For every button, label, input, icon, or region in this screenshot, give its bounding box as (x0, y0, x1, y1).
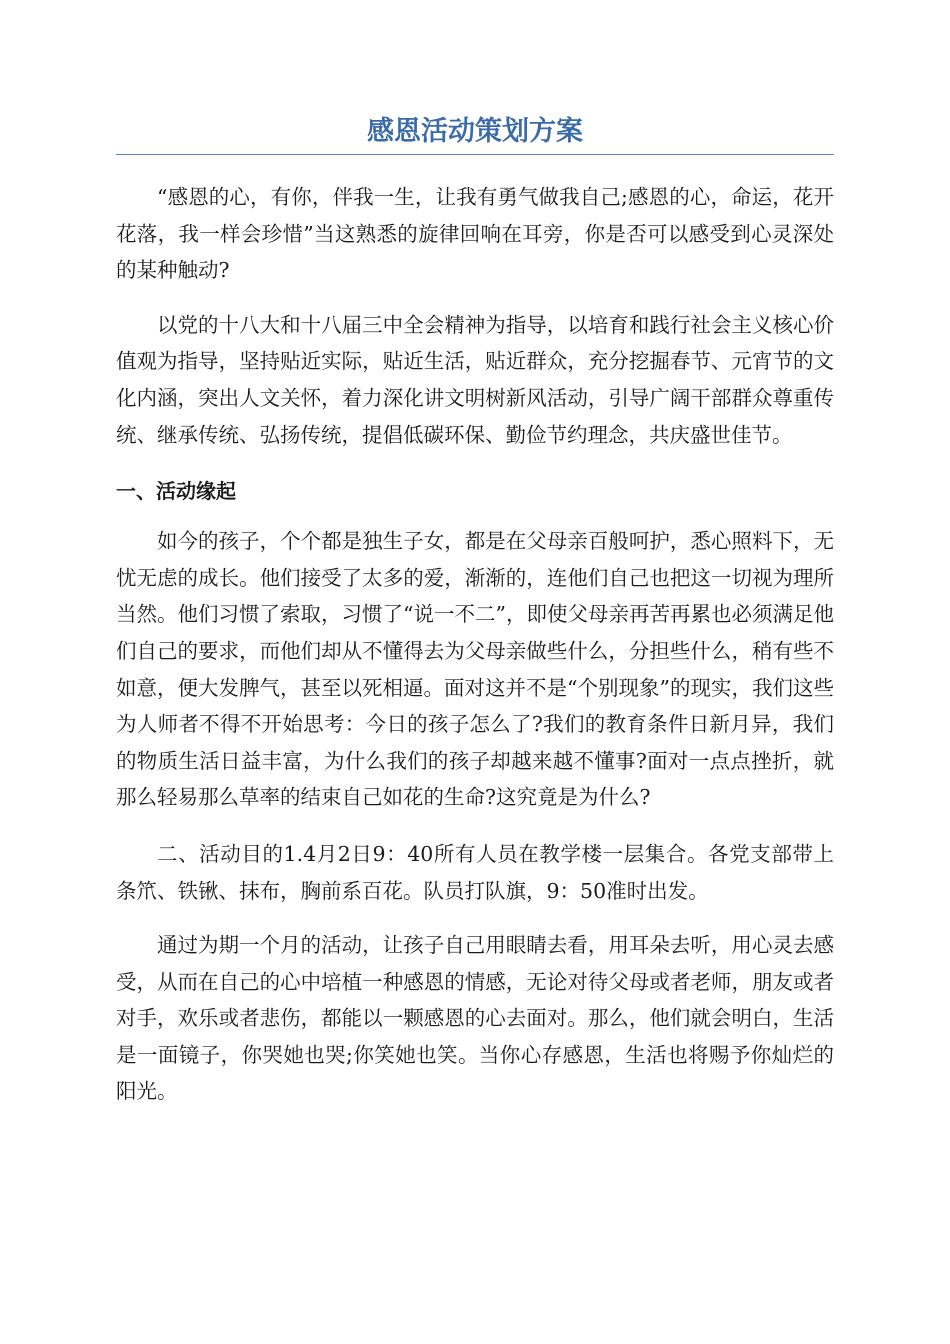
paragraph-background: 如今的孩子，个个都是独生子女，都是在父母亲百般呵护，悉心照料下，无忧无虑的成长。他们接受了太多的爱，渐渐的，连他们自己也把这一切视为理所当然。他们习惯了索取，习惯了“说一不二”，即使父母亲再苦再累也必须满足他们自己的要求，而他们却从不懂得去为父母亲做些什么，分担些什么，稍有些不如意，便大发脾气，甚至以死相逼。面对这并不是“个别现象”的现实，我们这些为人师者不得不开始思考：今日的孩子怎么了?我们的教育条件日新月异，我们的物质生活日益丰富，为什么我们的孩子却越来越不懂事?面对一点点挫折，就那么轻易那么草率的结束自己如花的生命?这究竟是为什么? (116, 529, 834, 810)
page-title: 感恩活动策划方案 (116, 112, 834, 155)
paragraph-purpose: 二、活动目的1.4月2日9：40所有人员在教学楼一层集合。各党支部带上条笊、铁锹、抹布，胸前系百花。队员打队旗，9：50准时出发。 (116, 841, 834, 903)
document-page (116, 112, 834, 1110)
paragraph-outcome: 通过为期一个月的活动，让孩子自己用眼睛去看，用耳朵去听，用心灵去感受，从而在自己的心中培植一种感恩的情感，无论对待父母或者老师，朋友或者对手，欢乐或者悲伤，都能以一颗感恩的心去面对。那么，他们就会明白，生活是一面镜子，你哭她也哭;你笑她也笑。当你心存感恩，生活也将赐予你灿烂的阳光。 (116, 933, 834, 1104)
paragraph-intro: “感恩的心，有你，伴我一生，让我有勇气做我自己;感恩的心，命运，花开花落，我一样会珍惜”当这熟悉的旋律回响在耳旁，你是否可以感受到心灵深处的某种触动? (116, 185, 834, 283)
section-heading: 一、活动缘起 (116, 479, 236, 504)
paragraph-guidance: 以党的十八大和十八届三中全会精神为指导，以培育和践行社会主义核心价值观为指导，坚持贴近实际，贴近生活，贴近群众，充分挖掘春节、元宵节的文化内涵，突出人文关怀，着力深化讲文明树新风活动，引导广阔干部群众尊重传统、继承传统、弘扬传统，提倡低碳环保、勤俭节约理念，共庆盛世佳节。 (116, 312, 834, 447)
